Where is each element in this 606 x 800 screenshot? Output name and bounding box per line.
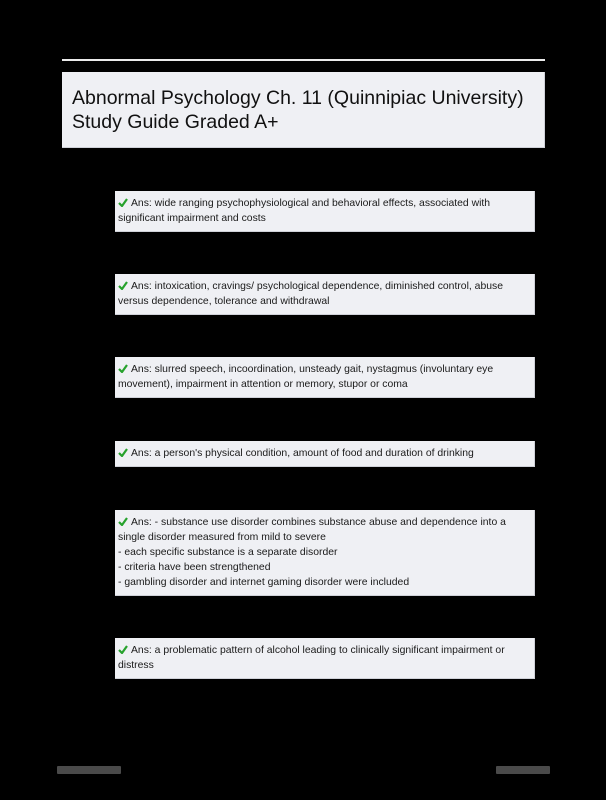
answer-text: Ans: intoxication, cravings/ psychological dependence, diminished control, abuse versus dependence, tolerance and withdrawal — [118, 281, 503, 307]
answer-box-2 — [115, 274, 535, 315]
check-icon — [118, 364, 128, 373]
answer-box-6 — [115, 638, 535, 679]
answer-text: Ans: wide ranging psychophysiological and behavioral effects, associated with significant impairment and costs — [118, 198, 491, 224]
answer-box-3 — [115, 357, 535, 398]
check-icon — [118, 645, 128, 654]
answer-text: Ans: slurred speech, incoordination, unsteady gait, nystagmus (involuntary eye movement), impairment in attention or memory, stupor or coma — [118, 364, 494, 390]
top-divider — [62, 59, 545, 61]
title-box — [62, 72, 545, 148]
answer-box-4 — [115, 441, 535, 467]
check-icon — [118, 281, 128, 290]
answer-text: Ans: a problematic pattern of alcohol leading to clinically significant impairment or distress — [118, 645, 505, 671]
page-title: Abnormal Psychology Ch. 11 (Quinnipiac University) Study Guide Graded A+ — [72, 87, 524, 133]
answer-box-5 — [115, 510, 535, 596]
answer-box-1 — [115, 191, 535, 232]
footer-watermark-right — [496, 766, 550, 774]
answer-line: - criteria have been strengthened — [118, 562, 271, 573]
answer-text: Ans: a person's physical condition, amount of food and duration of drinking — [131, 448, 474, 459]
answer-line: - gambling disorder and internet gaming disorder were included — [118, 577, 410, 588]
answer-line: - each specific substance is a separate disorder — [118, 547, 338, 558]
check-icon — [118, 448, 128, 457]
check-icon — [118, 198, 128, 207]
footer-watermark-left — [57, 766, 121, 774]
answer-text: Ans: - substance use disorder combines substance abuse and dependence into a single disorder measured from mild to severe — [118, 517, 506, 543]
check-icon — [118, 517, 128, 526]
